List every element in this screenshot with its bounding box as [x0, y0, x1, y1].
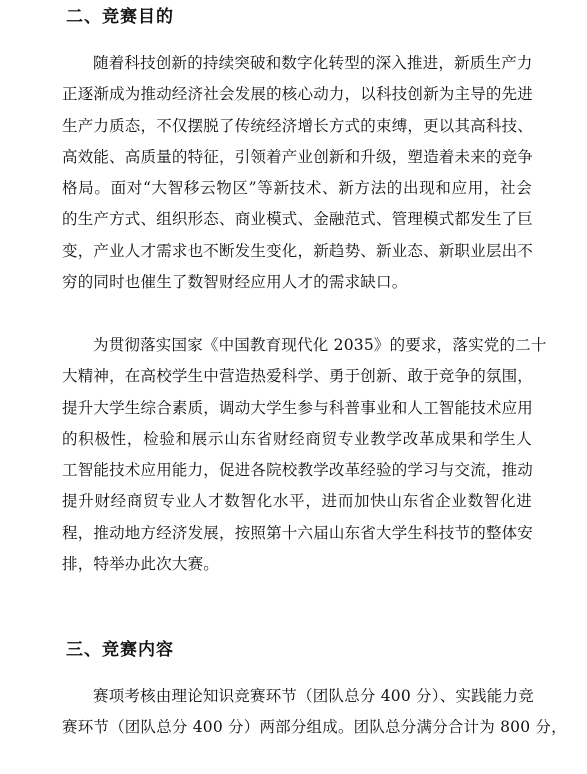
text-line: 提升大学生综合素质，调动大学生参与科普事业和人工智能技术应用 [62, 398, 534, 417]
paragraph-purpose-2 [62, 330, 547, 580]
text-line: 格局。面对“大智移云物区”等新技术、新方法的出现和应用，社会 [62, 179, 532, 198]
text-line: 排，特举办此次大赛。 [62, 555, 220, 574]
paragraph-content-1 [62, 681, 567, 744]
text-line: 生产力质态，不仅摆脱了传统经济增长方式的束缚，更以其高科技、 [62, 116, 534, 135]
text-line: 的生产方式、组织形态、商业模式、金融范式、管理模式都发生了巨 [62, 210, 534, 229]
text-line: 穷的同时也催生了数智财经应用人才的需求缺口。 [62, 273, 408, 292]
text-line: 的积极性，检验和展示山东省财经商贸专业教学改革成果和学生人 [62, 429, 532, 448]
text-line: 为贯彻落实国家《中国教育现代化 2035》的要求，落实党的二十 [93, 336, 547, 354]
section-heading-purpose: 二、竞赛目的 [66, 7, 174, 27]
section-heading-content: 三、竞赛内容 [66, 640, 174, 660]
text-line: 赛环节（团队总分 400 分）两部分组成。团队总分满分合计为 800 分， [62, 718, 567, 737]
text-line: 程，推动地方经济发展，按照第十六届山东省大学生科技节的整体安 [62, 523, 534, 542]
text-line: 高效能、高质量的特征，引领着产业创新和升级，塑造着未来的竞争 [62, 147, 534, 166]
paragraph-purpose-1 [62, 48, 532, 298]
text-line: 赛项考核由理论知识竞赛环节（团队总分 400 分）、实践能力竞 [93, 687, 534, 705]
text-line: 大精神，在高校学生中营造热爱科学、勇于创新、敢于竞争的氛围， [62, 367, 534, 386]
text-line: 提升财经商贸专业人才数智化水平，进而加快山东省企业数智化进 [62, 492, 532, 511]
text-line: 工智能技术应用能力，促进各院校教学改革经验的学习与交流，推动 [62, 461, 534, 480]
text-line: 正逐渐成为推动经济社会发展的核心动力，以科技创新为主导的先进 [62, 85, 534, 104]
text-line: 随着科技创新的持续突破和数字化转型的深入推进，新质生产力 [93, 54, 533, 72]
text-line: 变，产业人才需求也不断发生变化，新趋势、新业态、新职业层出不 [62, 241, 534, 260]
